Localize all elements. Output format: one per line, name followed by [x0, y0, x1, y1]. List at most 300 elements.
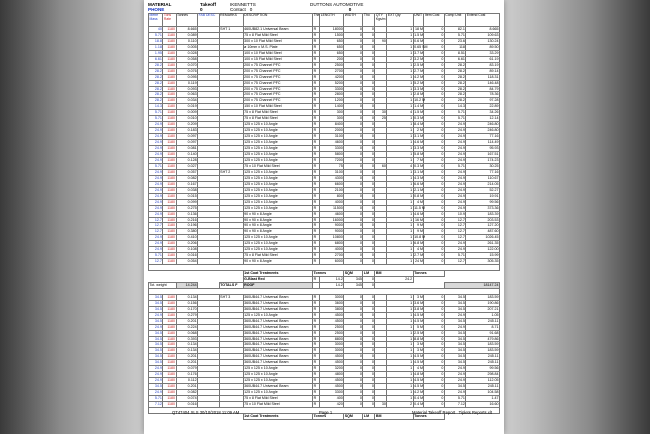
table-cell: 1180 — [163, 74, 176, 80]
table-cell: 0.097 — [176, 140, 198, 146]
table-cell: 0 — [363, 300, 375, 306]
table-cell: 360UB44.7 Universal Beam — [243, 384, 312, 390]
table-cell: 99.56 — [466, 366, 500, 372]
table-cell: 0 — [363, 152, 375, 158]
table-cell: 0 — [344, 330, 363, 336]
table-cell: 118 — [444, 44, 466, 50]
table-cell: 0 — [424, 223, 444, 229]
takeoff-label: Takeoff — [200, 2, 216, 7]
table-cell: R — [313, 366, 320, 372]
table-cell: 1 — [387, 354, 413, 360]
table-cell: 1 — [387, 98, 413, 104]
table-cell: 0 — [344, 134, 363, 140]
table-body-section-2 — [149, 294, 500, 407]
table-cell: 1180 — [163, 294, 176, 300]
table-cell: 183.59 — [466, 342, 500, 348]
table-cell: R — [313, 318, 320, 324]
table-cell: 0 — [424, 324, 444, 330]
table-cell: 0 — [363, 378, 375, 384]
table-cell: 0 — [363, 229, 375, 235]
table-cell: 1 — [387, 259, 413, 265]
table-cell: 0.140 — [176, 152, 198, 158]
table-cell: 0.009 — [176, 110, 198, 116]
table-cell: 75 x 8 Flat Mild Steel — [243, 396, 312, 402]
table-cell: 0 — [424, 259, 444, 265]
table-cell: 0 — [363, 211, 375, 217]
coat-label: 1st Coat Treatments — [243, 271, 312, 277]
table-cell: 0 — [424, 396, 444, 402]
table-cell: 300 x 10 Flat Mild Steel — [243, 38, 312, 44]
table-cell: 1 — [387, 217, 413, 223]
table-cell: 4.2 M — [414, 74, 424, 79]
table-cell: 0.3 M — [414, 116, 424, 121]
table-cell: 91.68 — [466, 330, 500, 336]
table-cell: 373.36 — [466, 205, 500, 211]
table-cell: 125 x 125 x 10 Angle — [243, 241, 312, 247]
table-cell: 112.05 — [466, 378, 500, 384]
table-cell: 9000 — [320, 223, 344, 229]
table-cell: 125 x 125 x 10 Angle — [243, 378, 312, 384]
table-cell: 4500 — [320, 360, 344, 366]
table-cell: 122.00 — [466, 247, 500, 253]
table-cell: 207.21 — [466, 306, 500, 312]
table-cell: 0 — [363, 247, 375, 253]
table-cell: 125 x 125 x 10 Angle — [243, 175, 312, 181]
table-cell: 24.9 — [149, 366, 163, 372]
table-cell: 5.71 — [444, 163, 466, 169]
table-cell: 23.6 — [444, 38, 466, 44]
table-cell: 0 — [344, 354, 363, 360]
table-cell: R — [313, 80, 320, 86]
table-cell: 1 — [387, 384, 413, 390]
table-cell: 0 — [344, 235, 363, 241]
table-cell: 146.48 — [466, 80, 500, 86]
table-cell: 4000 — [320, 199, 344, 205]
blast-b: 345 — [344, 277, 363, 283]
table-cell: 0 — [344, 98, 363, 104]
header-center-value: 0 — [348, 7, 352, 13]
table-cell: 1 — [387, 330, 413, 336]
table-cell: 1.18 — [149, 44, 163, 50]
table-cell: 0.082 — [176, 175, 198, 181]
lm-label-2: LM — [363, 413, 375, 419]
table-cell: 2.7 M — [414, 253, 424, 258]
table-cell: 0 — [344, 306, 363, 312]
table-cell: 6.61 — [149, 56, 163, 62]
table-cell: 1 — [387, 116, 413, 122]
roof-total: 18147.24 — [444, 282, 499, 288]
table-cell: 75 — [320, 163, 344, 169]
table-cell: 90 x 90 x 8 Angle — [243, 229, 312, 235]
table-cell: 0 — [344, 122, 363, 128]
table-cell: 0 — [363, 205, 375, 211]
table-cell: R — [313, 330, 320, 336]
table-cell: 12.7 — [149, 223, 163, 229]
table-cell: 0 — [344, 92, 363, 98]
table-cell: 0 — [363, 217, 375, 223]
table-cell: 4.6 M — [414, 211, 424, 216]
table-cell: 6.6 M — [414, 181, 424, 186]
table-cell: 125 x 125 x 10 Angle — [243, 134, 312, 140]
table-cell: 28.2 — [149, 86, 163, 92]
table-cell: R — [313, 104, 320, 110]
table-cell: 0 — [363, 390, 375, 396]
table-cell: 167.51 — [466, 152, 500, 158]
table-cell: 0 — [363, 336, 375, 342]
table-cell: R — [313, 98, 320, 104]
table-cell: R — [313, 74, 320, 80]
table-cell: 3100 — [320, 134, 344, 140]
table-cell: 24.9 — [149, 372, 163, 378]
table-cell: 0 — [363, 253, 375, 259]
roof-label: ROOF — [243, 282, 312, 288]
blast-label: G-Blast Red — [243, 277, 312, 283]
table-cell: 6600 — [320, 181, 344, 187]
table-cell: 1180 — [163, 342, 176, 348]
table-cell: 3.7 M — [414, 50, 424, 55]
table-cell: 200 x 75 Channel PFC — [243, 62, 312, 68]
table-cell: 0 — [424, 86, 444, 92]
table-cell: 34.5 — [444, 354, 466, 360]
table-cell: 0 — [424, 342, 444, 348]
table-cell: 125 x 125 x 10 Angle — [243, 235, 312, 241]
table-cell: R — [313, 116, 320, 122]
table-cell: R — [313, 390, 320, 396]
table-cell: R — [313, 152, 320, 158]
table-cell: 0 — [424, 122, 444, 128]
table-cell: 5.71 — [444, 253, 466, 259]
table-cell: 1 — [387, 122, 413, 128]
table-cell: R — [313, 259, 320, 265]
blast-c: 0 — [363, 277, 375, 283]
table-cell: R — [313, 193, 320, 199]
table-cell: 1.95 — [149, 50, 163, 56]
table-cell: 1 — [387, 318, 413, 324]
table-cell: R — [313, 354, 320, 360]
lm-label: LM — [363, 271, 375, 277]
table-cell: 11500 — [320, 205, 344, 211]
table-cell: 1180 — [163, 372, 176, 378]
table-cell: 0 — [363, 169, 375, 175]
report-footer — [172, 410, 492, 415]
table-cell: 89.50 — [466, 44, 500, 50]
table-cell: 28.2 — [149, 68, 163, 74]
col-header: DESCRIPTION — [243, 14, 312, 27]
table-cell: 2 M — [413, 128, 424, 134]
table-cell: 118.31 — [466, 74, 500, 80]
table-cell: 0.099 — [176, 199, 198, 205]
table-cell: 0 — [424, 104, 444, 110]
table-cell: 4 M — [413, 366, 424, 372]
table-cell: 214.05 — [466, 181, 500, 187]
table-cell: 1 — [387, 68, 413, 74]
table-cell: 2.1 M — [414, 187, 424, 192]
table-cell: 0.054 — [176, 259, 198, 265]
table-cell: 100 x 10 Flat Mild Steel — [243, 50, 312, 56]
table-cell: 1 — [387, 104, 413, 110]
table-cell: 0 — [363, 223, 375, 229]
table-cell: 34.5 — [149, 354, 163, 360]
table-cell: 0 — [424, 247, 444, 253]
table-cell: 1180 — [163, 110, 176, 116]
table-cell: 24.9 — [444, 366, 466, 372]
table-cell: 0 — [344, 247, 363, 253]
col-header: EXT Qty — [387, 14, 413, 27]
table-cell: SHT 3 — [219, 294, 243, 300]
table-cell: R — [313, 157, 320, 163]
table-cell: 0 — [344, 402, 363, 408]
table-cell: 34.5 — [149, 318, 163, 324]
table-cell: 650 — [320, 50, 344, 56]
table-cell: 33.29 — [466, 50, 500, 56]
table-cell: 0.110 — [176, 38, 198, 44]
table-cell: 0 — [424, 253, 444, 259]
table-cell: 0 — [424, 384, 444, 390]
contact-label: Contact — [230, 7, 246, 13]
table-cell: 4.5 M — [414, 312, 424, 317]
table-cell: 1180 — [163, 128, 176, 134]
table-cell: 0 — [344, 169, 363, 175]
table-cell: 1180 — [163, 217, 176, 223]
table-cell: 1 — [387, 62, 413, 68]
table-cell: 0 — [344, 80, 363, 86]
table-cell: 245.11 — [466, 384, 500, 390]
table-cell: R — [313, 294, 320, 300]
table-cell: R — [313, 205, 320, 211]
table-cell: 0.070 — [176, 62, 198, 68]
table-cell: R — [313, 360, 320, 366]
table-cell: 28.2 — [444, 80, 466, 86]
table-cell: 1180 — [163, 384, 176, 390]
table-cell: 0 — [424, 372, 444, 378]
table-cell: 0.063 — [176, 92, 198, 98]
table-cell: 0 — [344, 217, 363, 223]
footer-file: QT47404.XLS — [172, 410, 199, 415]
table-cell: 1 — [387, 32, 413, 38]
table-cell: 1180 — [163, 86, 176, 92]
table-cell: 28.2 — [444, 98, 466, 104]
table-cell: 1 — [387, 193, 413, 199]
table-cell: 0.016 — [176, 253, 198, 259]
table-cell: 0 — [424, 110, 444, 116]
table-cell: 8.665 — [466, 27, 500, 33]
table-cell: 0.128 — [176, 157, 198, 163]
table-cell: 1180 — [163, 235, 176, 241]
report-page — [144, 0, 504, 434]
table-cell: 100 x 15 Flat Mild Steel — [243, 56, 312, 62]
table-cell: R — [313, 342, 320, 348]
footer-report-file: Tiplets Reports.xlt — [458, 410, 492, 415]
table-cell: 1 — [387, 205, 413, 211]
table-cell: 3.8 M — [414, 306, 424, 311]
table-cell: 3.1 M — [414, 169, 424, 174]
table-cell: 125 x 125 x 10 Angle — [243, 181, 312, 187]
table-cell: 0.206 — [176, 241, 198, 247]
table-cell: 0 — [424, 390, 444, 396]
table-cell: 5.71 — [444, 32, 466, 38]
table-cell: 0 — [344, 193, 363, 199]
table-cell: 4.8 M — [414, 372, 424, 377]
table-cell: 0 — [363, 50, 375, 56]
table-cell: 30.25 — [466, 163, 500, 169]
table-cell: 0 — [344, 205, 363, 211]
table-cell: 1.47 — [466, 396, 500, 402]
table-cell: 1 — [387, 390, 413, 396]
table-cell: 24.9 — [444, 169, 466, 175]
table-cell: 4.5 M — [414, 378, 424, 383]
table-cell: R — [313, 169, 320, 175]
table-cell: 2.5 M — [414, 330, 424, 335]
table-cell: 8.665 — [176, 27, 198, 33]
col-header: Extend Cost — [466, 14, 500, 27]
material-label: MATERIAL — [148, 2, 172, 7]
table-cell: 0 — [363, 74, 375, 80]
table-cell: 125 x 125 x 10 Angle — [243, 146, 312, 152]
table-cell: 95.93 — [466, 146, 500, 152]
table-cell: 0 — [363, 27, 375, 33]
table-cell: 0 — [424, 134, 444, 140]
table-cell: 24.9 — [444, 134, 466, 140]
table-cell: 0 — [344, 68, 363, 74]
footer-report-title: Material Takeoff Report — [411, 410, 456, 415]
table-cell: 0 — [344, 62, 363, 68]
table-cell: 1500 — [320, 32, 344, 38]
table-cell: 203.53 — [466, 217, 500, 223]
table-cell: 1 — [387, 169, 413, 175]
table-cell: 28.2 — [444, 86, 466, 92]
table-cell: 1180 — [163, 324, 176, 330]
table-cell: 0 — [363, 62, 375, 68]
table-cell: 0 — [363, 360, 375, 366]
table-cell: 75 x 8 Flat Mild Steel — [243, 253, 312, 259]
table-cell: 300 — [320, 110, 344, 116]
table-cell: 1 — [387, 306, 413, 312]
table-cell: 90 x 90 x 8 Angle — [243, 259, 312, 265]
table-cell: 24.9 — [444, 390, 466, 396]
table-cell: 1180 — [163, 122, 176, 128]
table-cell: 34.5 — [149, 336, 163, 342]
tonnes-label-4: Tonnes — [413, 413, 444, 419]
table-cell: 0 — [363, 56, 375, 62]
table-cell: 1 — [387, 86, 413, 92]
table-cell: 8.8 M — [414, 336, 424, 341]
table-cell: 1 — [387, 157, 413, 163]
table-cell: 1 — [387, 74, 413, 80]
table-cell: 0.038 — [176, 187, 198, 193]
footer-printed: 30/10/2018 11:09 AM — [199, 410, 240, 415]
table-cell: 3000 — [320, 342, 344, 348]
table-cell: 0.019 — [176, 104, 198, 110]
table-cell: 90 x 90 x 8 Angle — [243, 211, 312, 217]
table-cell: 12.7 — [444, 217, 466, 223]
table-cell: 24.9 — [149, 122, 163, 128]
roof-b: 345 — [344, 282, 363, 288]
table-cell: 83.19 — [466, 62, 500, 68]
table-cell: 0 — [344, 116, 363, 122]
table-cell: 24.9 — [444, 372, 466, 378]
table-cell: 0 — [424, 146, 444, 152]
table-cell: 0 — [344, 360, 363, 366]
table-cell: 0 — [424, 74, 444, 80]
table-cell: 1180 — [163, 38, 176, 44]
table-cell: 14.3 — [149, 104, 163, 110]
table-cell: 61.19 — [466, 56, 500, 62]
table-cell: 34.5 — [444, 348, 466, 354]
tonnes-label-3: Tonnes — [313, 413, 344, 419]
table-cell: 4000 — [320, 247, 344, 253]
table-cell: 3.3 M — [414, 146, 424, 151]
table-cell: 0.058 — [176, 56, 198, 62]
table-cell: 5.71 — [149, 32, 163, 38]
table-cell: 800 — [320, 193, 344, 199]
table-cell: 125 x 125 x 10 Angle — [243, 187, 312, 193]
table-cell: 1 — [387, 175, 413, 181]
table-cell: 1 — [387, 140, 413, 146]
table-cell: 125 x 125 x 10 Angle — [243, 152, 312, 158]
table-cell: 0 — [344, 32, 363, 38]
table-cell: 0 — [344, 86, 363, 92]
table-cell: 0 — [363, 187, 375, 193]
tot-weight-label: Tot. weight — [149, 282, 177, 288]
table-cell: 200 — [320, 56, 344, 62]
table-cell: 0 — [424, 294, 444, 300]
table-cell: 18000 — [320, 27, 344, 33]
table-cell: 0 — [424, 27, 444, 33]
blast-d: 24.2 — [375, 277, 413, 283]
table-cell: 0.005 — [176, 44, 198, 50]
table-cell: 0 — [363, 134, 375, 140]
table-cell: 0 — [424, 163, 444, 169]
col-header: REMARKS — [219, 14, 243, 27]
col-header: Tonnes — [176, 14, 198, 27]
table-cell: 1 — [387, 241, 413, 247]
table-cell: 0.4 M — [414, 402, 424, 407]
table-cell: 24.9 — [444, 205, 466, 211]
table-cell: R — [313, 38, 320, 44]
table-cell: R — [313, 247, 320, 253]
table-cell: 0 — [424, 241, 444, 247]
table-cell: R — [313, 68, 320, 74]
table-cell: 24.9 — [444, 199, 466, 205]
table-cell: 0.079 — [176, 366, 198, 372]
table-cell: 4 — [387, 110, 413, 116]
table-cell: 487.60 — [466, 229, 500, 235]
table-cell: 1 — [387, 211, 413, 217]
table-cell: 8.4 M — [414, 122, 424, 127]
table-cell: 1180 — [163, 211, 176, 217]
table-cell: 0 — [344, 181, 363, 187]
table-cell: 0 — [363, 199, 375, 205]
table-cell: 0 — [424, 56, 444, 62]
table-cell: 0 — [344, 342, 363, 348]
table-cell: 6.8 M — [414, 241, 424, 246]
table-cell: 24.9 — [149, 247, 163, 253]
table-cell: 28.2 — [149, 62, 163, 68]
table-cell: 1.4 M — [414, 104, 424, 109]
table-cell: 0 — [363, 140, 375, 146]
table-cell: 125 x 125 x 10 Angle — [243, 366, 312, 372]
table-cell: 104.58 — [466, 390, 500, 396]
col-header: Metre Mass — [149, 14, 163, 27]
table-cell: 1 — [387, 152, 413, 158]
table-cell: 0 — [344, 396, 363, 402]
table-cell: 89.14 — [466, 68, 500, 74]
table-cell: 0.095 — [176, 74, 198, 80]
table-cell: 5.71 — [444, 116, 466, 122]
table-cell: R — [313, 146, 320, 152]
table-cell: 125 x 125 x 10 Angle — [243, 247, 312, 253]
table-cell: 1 — [387, 366, 413, 372]
